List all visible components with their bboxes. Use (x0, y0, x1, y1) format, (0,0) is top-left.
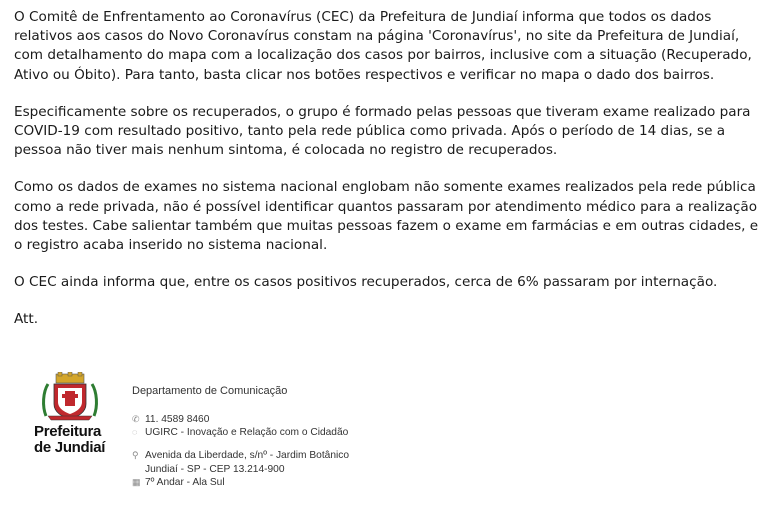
unit-row (132, 426, 349, 439)
logo-line-2: de Jundiaí (34, 439, 106, 456)
coat-of-arms-icon (40, 372, 100, 422)
address-line-1: Avenida da Liberdade, s/nº - Jardim Botânico (145, 450, 350, 462)
paragraph-4: O CEC ainda informa que, entre os casos positivos recuperados, cerca de 6% passaram por internação. (14, 274, 718, 291)
paragraph-2: Especificamente sobre os recuperados, o grupo é formado pelas pessoas que tiveram exame realizado para COVID-19 com resultado positivo, tanto pela rede pública como privada. Após o período de 14 dias, se a pessoa não tiver mais nenhum sintoma, é colocada no registro de recuperados. (14, 103, 751, 159)
message-body (14, 8, 766, 348)
floor-row (132, 476, 349, 489)
paragraph-3: Como os dados de exames no sistema nacional englobam não somente exames realizados pela rede pública como a rede privada, não é possível identificar quantos passaram por atendimento médico para a realização dos testes. Cabe salientar também que muitas pessoas fazem o exame em farmácias e em outras cidades, e o registro acaba inserido no sistema nacional. (14, 179, 759, 254)
logo-wordmark (34, 424, 108, 456)
floor-info: 7º Andar - Ala Sul (145, 476, 225, 488)
speech-icon: ◌ (132, 427, 138, 438)
address-line-2: Jundiaí - SP - CEP 13.214-900 (145, 463, 285, 475)
closing-att: Att. (14, 311, 39, 328)
location-pin-icon: ⚲ (132, 450, 139, 461)
paragraph-1: O Comitê de Enfrentamento ao Coronavírus (CEC) da Prefeitura de Jundiaí informa que todos os dados relativos aos casos do Novo Coronavírus constam na página 'Coronavírus', no site da Prefeitura de Jundiaí, com detalhamento do mapa com a localização dos casos por bairros, inclusive com a situação (Recuperado, Ativo ou Óbito). Para tanto, basta clicar nos botões respectivos e verificar no mapa o dado dos bairros. (14, 9, 752, 83)
unit-name: UGIRC - Inovação e Relação com o Cidadão (145, 427, 349, 439)
building-icon: ▦ (132, 476, 141, 487)
phone-icon: ✆ (132, 414, 140, 424)
logo-line-1: Prefeitura (34, 423, 102, 440)
address-row-2 (132, 463, 349, 476)
signature-details (132, 385, 349, 489)
phone-number: 11. 4589 8460 (145, 414, 210, 425)
phone-row (132, 413, 349, 426)
department-name: Departamento de Comunicação (132, 385, 288, 397)
address-row (132, 449, 349, 462)
prefeitura-logo (34, 372, 108, 456)
